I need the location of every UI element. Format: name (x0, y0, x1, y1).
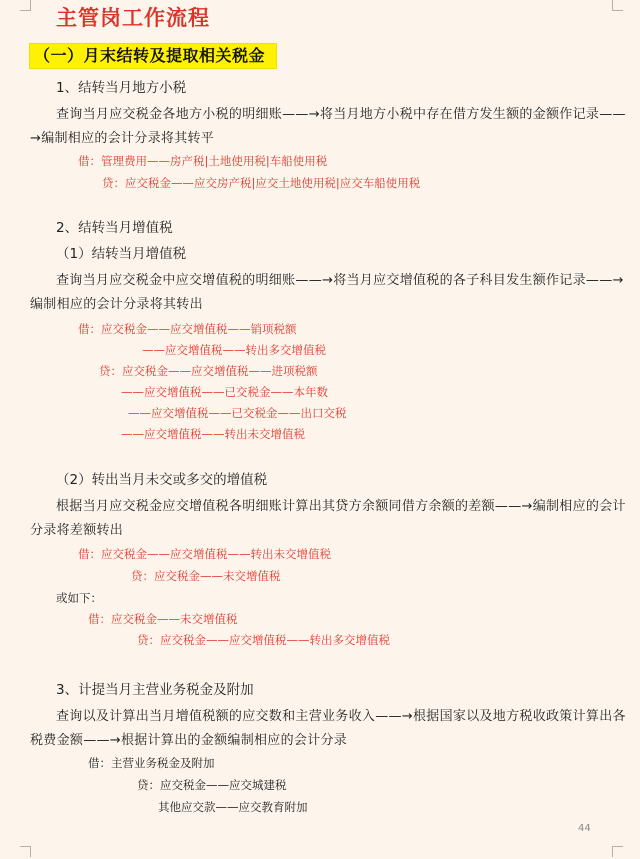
journal-entry: ——应交增值税——已交税金——出口交税 (128, 406, 347, 420)
crop-mark-bottom-left (20, 846, 31, 857)
paragraph: 税费金额——→根据计算出的金额编制相应的会计分录 (30, 733, 348, 748)
paragraph: 查询当月应交税金中应交增值税的明细账——→将当月应交增值税的各子科目发生额作记录——→ (56, 273, 624, 288)
journal-entry: 贷：应交税金——应交城建税 (137, 778, 287, 792)
page-number: 44 (578, 823, 591, 834)
journal-entry: 其他应交款——应交教育附加 (158, 800, 308, 814)
journal-entry: ——应交增值税——转出未交增值税 (121, 427, 305, 441)
journal-entry: 借：应交税金——应交增值税——转出未交增值税 (78, 547, 331, 561)
paragraph: 查询以及计算出当月增值税额的应交数和主营业务收入——→根据国家以及地方税收政策计算出各 (56, 709, 626, 724)
heading-2: 2、结转当月增值税 (56, 220, 173, 236)
crop-mark-top-right (612, 0, 623, 11)
journal-entry: 贷：应交税金——应交增值税——进项税额 (99, 364, 318, 378)
paragraph: 查询当月应交税金各地方小税的明细账——→将当月地方小税中存在借方发生额的金额作记录—— (56, 107, 626, 122)
note-text: 或如下： (56, 591, 102, 605)
subheading: （2）转出当月未交或多交的增值税 (56, 472, 268, 488)
crop-mark-top-left (20, 0, 31, 11)
journal-entry: 贷：应交税金——未交增值税 (131, 569, 281, 583)
section-heading: （一）月末结转及提取相关税金 (34, 46, 266, 65)
journal-entry: ——应交增值税——转出多交增值税 (142, 343, 326, 357)
journal-entry: 借：管理费用——房产税|土地使用税|车船使用税 (78, 154, 328, 168)
journal-entry: 贷：应交税金——应交房产税|应交土地使用税|应交车船使用税 (102, 176, 421, 190)
paragraph: 根据当月应交税金应交增值税各明细账计算出其贷方余额同借方余额的差额——→编制相应的会计 (56, 499, 626, 514)
subheading: （1）结转当月增值税 (56, 246, 187, 262)
page-title: 主管岗工作流程 (56, 6, 210, 30)
journal-entry: 借：应交税金——应交增值税——销项税额 (78, 322, 297, 336)
paragraph: →编制相应的会计分录将其转平 (30, 131, 215, 146)
journal-entry: ——应交增值税——已交税金——本年数 (121, 385, 328, 399)
paragraph: 编制相应的会计分录将其转出 (30, 297, 203, 312)
heading-1: 1、结转当月地方小税 (56, 80, 187, 96)
crop-mark-bottom-right (612, 846, 623, 857)
journal-entry: 贷：应交税金——应交增值税——转出多交增值税 (137, 633, 390, 647)
paragraph: 分录将差额转出 (30, 523, 124, 538)
journal-entry: 借：应交税金——未交增值税 (88, 612, 238, 626)
journal-entry: 借：主营业务税金及附加 (88, 756, 215, 770)
heading-3: 3、计提当月主营业务税金及附加 (56, 682, 254, 698)
